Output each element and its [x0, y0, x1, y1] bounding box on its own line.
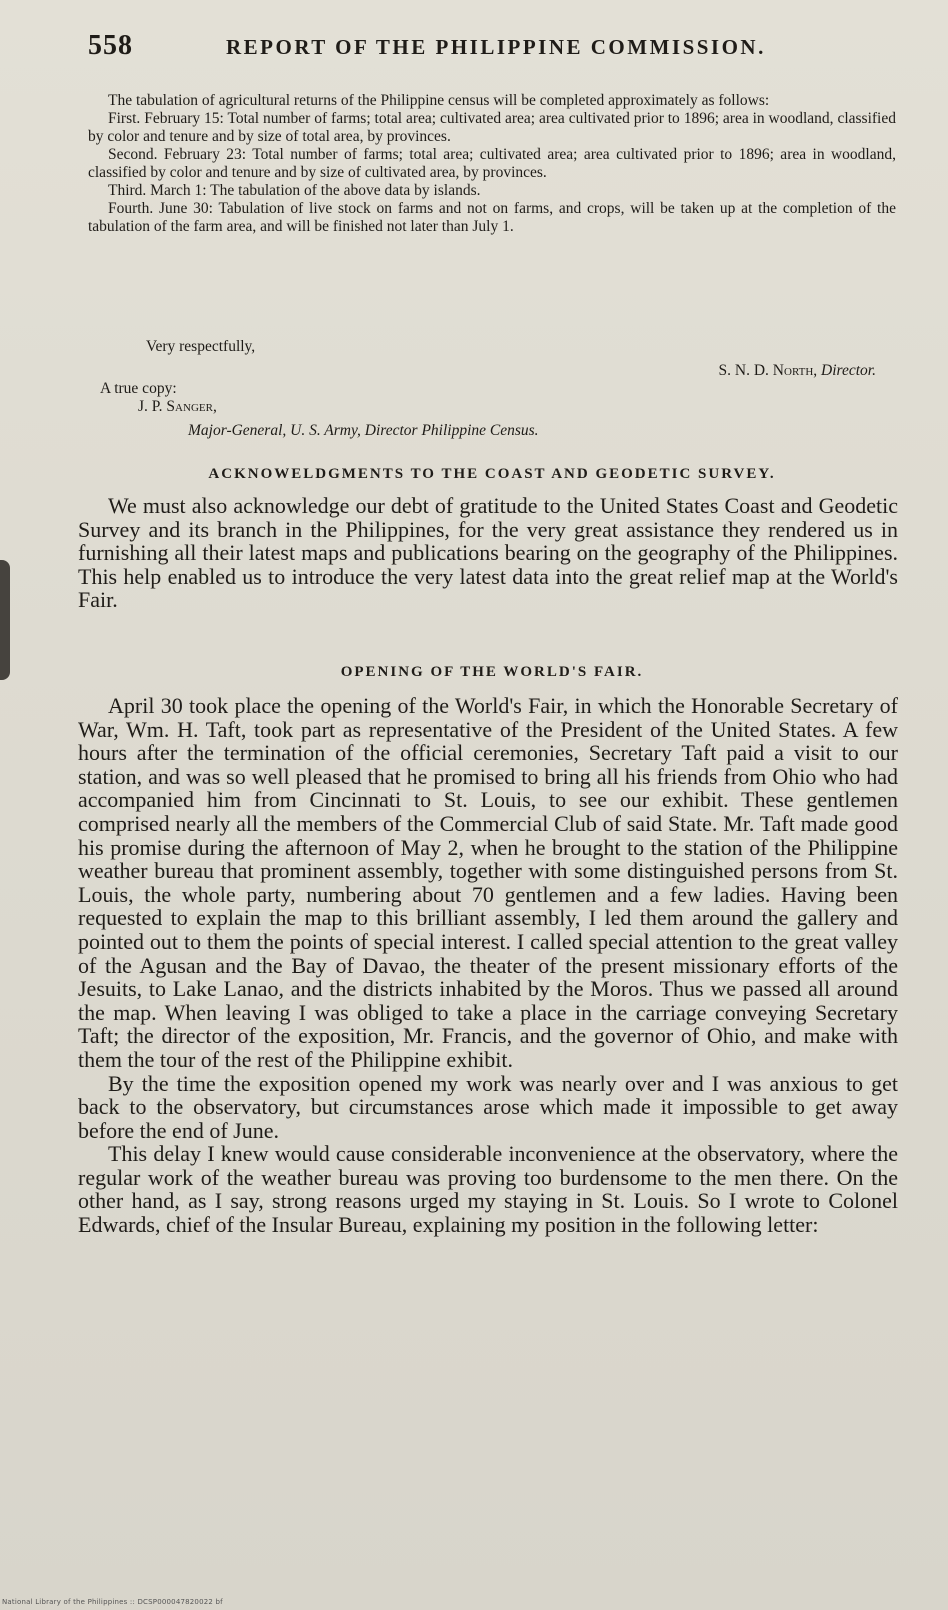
library-stamp: National Library of the Philippines :: DCSP000047820022 bf [2, 1598, 223, 1606]
acknowledgments-heading: ACKNOWELDGMENTS TO THE COAST AND GEODETIC SURVEY. [208, 466, 776, 482]
census-item-first: First. February 15: Total number of farms; total area; cultivated area; area cultivated prior to 1896; area in woodland, classified by color and tenure and by size of total area, by provinces. [88, 110, 896, 145]
census-item-second: Second. February 23: Total number of farms; total area; cultivated area; area cultivated prior to 1896; area in woodland, classified by color and tenure and by size of cultivated area, by provinces. [88, 146, 896, 181]
acknowledgments-body [78, 494, 898, 612]
opening-paragraph-1: April 30 took place the opening of the World's Fair, in which the Honorable Secretary of War, Wm. H. Taft, took part as representative of the President of the United States. A few hours after the termination of the official ceremonies, Secretary Taft paid a visit to our station, and was so well pleased that he promised to bring all his friends from Ohio who had accompanied him from Cincinnati to St. Louis, to see our exhibit. These gentlemen comprised nearly all the members of the Commercial Club of said State. Mr. Taft made good his promise during the afternoon of May 2, when he brought to the station of the Philippine weather bureau that prominent assembly, together with some distinguished persons from St. Louis, the whole party, numbering about 70 gentlemen and a few ladies. Having been requested to explain the map to this brilliant assembly, I led them around the gallery and pointed out to them the points of special interest. I called special attention to the great valley of the Agusan and the Bay of Davao, the theater of the present missionary efforts of the Jesuits, to Lake Lanao, and the districts inhabited by the Moros. Thus we passed all around the map. When leaving I was obliged to take a place in the carriage conveying Secretary Taft; the director of the exposition, Mr. Francis, and the governor of Ohio, and make with them the tour of the rest of the Philippine exhibit. [78, 693, 898, 1072]
director-name: S. N. D. North, [718, 362, 818, 379]
signature-block [88, 338, 896, 448]
running-head: REPORT OF THE PHILIPPINE COMMISSION. [226, 35, 766, 59]
page-header [88, 30, 888, 70]
opening-paragraph-2: By the time the exposition opened my work was nearly over and I was anxious to get back to the observatory, but circumstances arose which made it impossible to get away before the end of June. [78, 1070, 898, 1143]
acknowledgments-paragraph: We must also acknowledge our debt of gratitude to the United States Coast and Geodetic Survey and its branch in the Philippines, for the very great assistance they rendered us in furnishing all their latest maps and publications bearing on the geography of the Philippines. This help enabled us to introduce the very latest data into the great relief map at the World's Fair. [78, 493, 898, 613]
census-letter [88, 92, 896, 236]
census-item-fourth: Fourth. June 30: Tabulation of live stock on farms and not on farms, and crops, will be taken up at the completion of the tabulation of the farm area, and will be finished not later than July 1. [88, 200, 896, 235]
opening-body [78, 694, 898, 1237]
director-signature [719, 362, 876, 380]
true-copy-label: A true copy: [100, 380, 177, 397]
census-item-third: Third. March 1: The tabulation of the above data by islands. [108, 182, 481, 199]
opening-paragraph-3: This delay I knew would cause considerable inconvenience at the observatory, where the regular work of the weather bureau was proving too burdensome to the men there. On the other hand, as I say, strong reasons urged my staying in St. Louis. So I wrote to Colonel Edwards, chief of the Insular Bureau, explaining my position in the following letter: [78, 1141, 898, 1238]
binding-shadow [0, 560, 10, 680]
copy-signer-name: J. P. Sanger, [138, 398, 217, 415]
page-number: 558 [88, 30, 133, 61]
opening-heading: OPENING OF THE WORLD'S FAIR. [340, 664, 644, 680]
census-intro: The tabulation of agricultural returns of the Philippine census will be completed approximately as follows: [108, 92, 770, 109]
copy-signer-title: Major-General, U. S. Army, Director Philippine Census. [188, 422, 539, 439]
director-title: Director. [821, 362, 876, 379]
closing-line: Very respectfully, [146, 338, 256, 355]
